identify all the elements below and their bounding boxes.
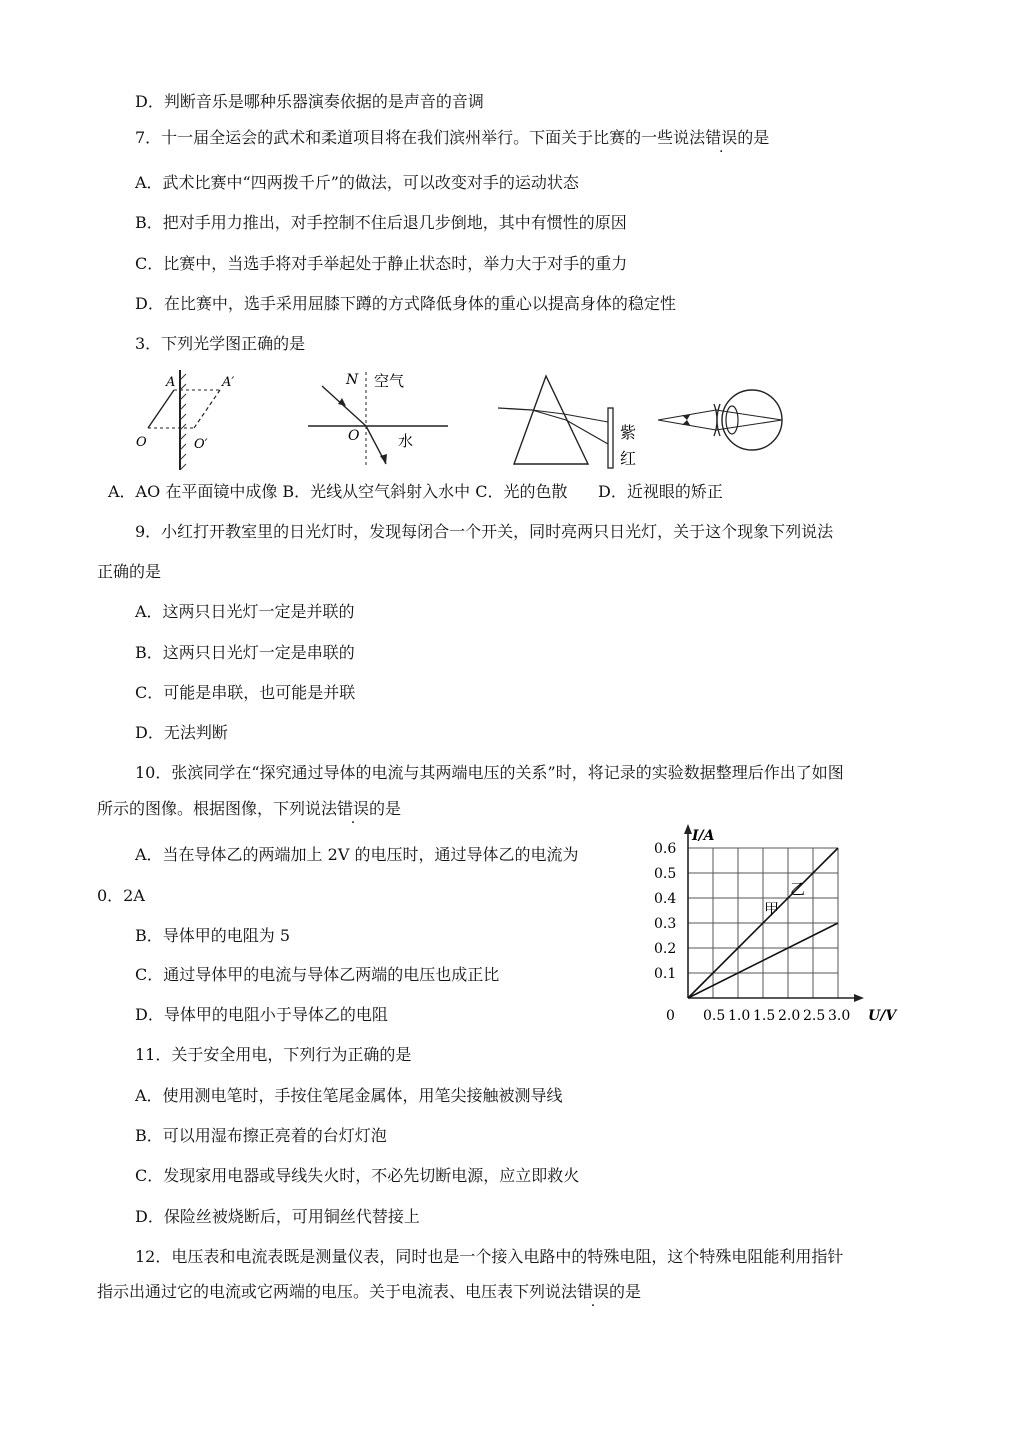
q11-option-b: B．可以用湿布擦正亮着的台灯灯泡 xyxy=(135,1126,387,1145)
y-tick-label: 0.6 xyxy=(654,841,677,857)
q11-option-d: D．保险丝被烧断后，可用铜丝代替接上 xyxy=(135,1207,420,1226)
ray-arrow-top xyxy=(682,415,690,420)
ray-arrow-bottom xyxy=(682,420,690,425)
label-red: 红 xyxy=(620,449,637,468)
q11-option-a: A．使用测电笔时，手按住笔尾金属体，用笔尖接触被测导线 xyxy=(135,1086,563,1105)
incident-ray xyxy=(322,386,366,426)
x-tick-label: 0.5 xyxy=(703,1008,726,1024)
y-tick-label: 0.5 xyxy=(654,866,677,882)
series-label: 甲 xyxy=(764,900,780,918)
inner-ray-2 xyxy=(532,410,566,420)
y-axis-arrow xyxy=(684,824,692,834)
q11-option-c: C．发现家用电器或导线失火时，不必先切断电源，应立即救火 xyxy=(135,1166,580,1185)
q7-stem: 7．十一届全运会的武术和柔道项目将在我们滨州举行。下面关于比赛的一些说法错误的是 xyxy=(135,128,770,147)
screen xyxy=(608,408,613,468)
prism xyxy=(514,376,588,464)
prism-diagram xyxy=(496,372,646,472)
x-tick-label: 2.5 xyxy=(803,1008,826,1024)
q7-option-d: D．在比赛中，选手采用屈膝下蹲的方式降低身体的重心以提高身体的稳定性 xyxy=(135,294,676,313)
y-tick-label: 0.2 xyxy=(654,941,677,957)
x-axis-arrow xyxy=(854,994,864,1002)
inner-ray-1 xyxy=(532,410,564,414)
label-air: 空气 xyxy=(374,372,405,390)
image-ao xyxy=(194,390,220,428)
q10-option-a-cont: 0．2A xyxy=(97,886,145,905)
lens-right xyxy=(717,404,720,436)
origin-label: 0 xyxy=(666,1008,675,1024)
label-a-prime: A′ xyxy=(222,375,235,390)
q10-option-d: D．导体甲的电阻小于导体乙的电阻 xyxy=(135,1005,388,1024)
q7-option-a: A．武术比赛中“四两拨千斤”的做法，可以改变对手的运动状态 xyxy=(135,173,579,192)
q7-option-b: B．把对手用力推出，对手控制不住后退几步倒地，其中有惯性的原因 xyxy=(135,213,627,232)
y-tick-label: 0.4 xyxy=(654,891,677,907)
x-tick-label: 1.5 xyxy=(753,1008,776,1024)
label-violet: 紫 xyxy=(620,423,637,442)
q12-stem-line1: 12．电压表和电流表既是测量仪表，同时也是一个接入电路中的特殊电阻，这个特殊电阻能利用指针 xyxy=(135,1247,844,1266)
eyeball xyxy=(722,390,782,450)
q10-option-a: A．当在导体乙的两端加上 2V 的电压时，通过导体乙的电流为 xyxy=(135,845,579,864)
label-n: N xyxy=(346,372,359,388)
q3-options: A．AO 在平面镜中成像 B．光线从空气斜射入水中 C．光的色散 D．近视眼的矫正 xyxy=(108,482,723,501)
y-tick-label: 0.3 xyxy=(654,916,677,932)
q9-option-b: B．这两只日光灯一定是串联的 xyxy=(135,643,355,662)
q9-option-c: C．可能是串联，也可能是并联 xyxy=(135,683,356,702)
label-o: O xyxy=(348,428,360,444)
q12-stem-line2: 指示出通过它的电流或它两端的电压。关于电流表、电压表下列说法错误的是 xyxy=(97,1282,642,1301)
x-tick-label: 2.0 xyxy=(778,1008,801,1024)
series-label: 乙 xyxy=(790,880,806,898)
iu-chart xyxy=(640,822,910,1028)
q9-stem-line1: 9．小红打开教室里的日光灯时，发现每闭合一个开关，同时亮两只日光灯，关于这个现象下列说法 xyxy=(135,522,834,541)
q9-option-d: D．无法判断 xyxy=(135,723,228,742)
x-tick-label: 1.0 xyxy=(728,1008,751,1024)
refraction-diagram xyxy=(300,364,450,470)
q9-stem-line2: 正确的是 xyxy=(97,562,162,581)
label-o-prime: O′ xyxy=(194,437,208,452)
y-axis-label: I/A xyxy=(692,828,715,844)
y-tick-label: 0.1 xyxy=(654,966,677,982)
eye-diagram xyxy=(654,382,794,462)
q10-option-b: B．导体甲的电阻为 5 xyxy=(135,926,291,945)
label-a: A xyxy=(166,375,176,390)
q3-stem: 3．下列光学图正确的是 xyxy=(135,334,306,353)
q6-option-d: D．判断音乐是哪种乐器演奏依据的是声音的音调 xyxy=(135,92,484,111)
crystalline-lens xyxy=(726,406,738,434)
label-water: 水 xyxy=(398,432,414,450)
q10-stem-line2: 所示的图像。根据图像，下列说法错误的是 xyxy=(97,799,402,818)
q10-option-c: C．通过导体甲的电流与导体乙两端的电压也成正比 xyxy=(135,965,500,984)
q11-stem: 11．关于安全用电，下列行为正确的是 xyxy=(135,1045,412,1064)
object-ao xyxy=(148,390,174,428)
incident-light xyxy=(498,408,532,410)
q10-stem-line1: 10．张滨同学在“探究通过导体的电流与其两端电压的关系”时，将记录的实验数据整理后作出了如图 xyxy=(135,763,844,782)
x-axis-label: U/V xyxy=(868,1008,897,1024)
out-ray-top xyxy=(564,414,608,422)
label-o: O xyxy=(136,435,147,450)
q9-option-a: A．这两只日光灯一定是并联的 xyxy=(135,602,355,621)
x-tick-label: 3.0 xyxy=(828,1008,851,1024)
q7-option-c: C．比赛中，当选手将对手举起处于静止状态时，举力大于对手的重力 xyxy=(135,254,628,273)
mirror-diagram xyxy=(130,366,250,476)
